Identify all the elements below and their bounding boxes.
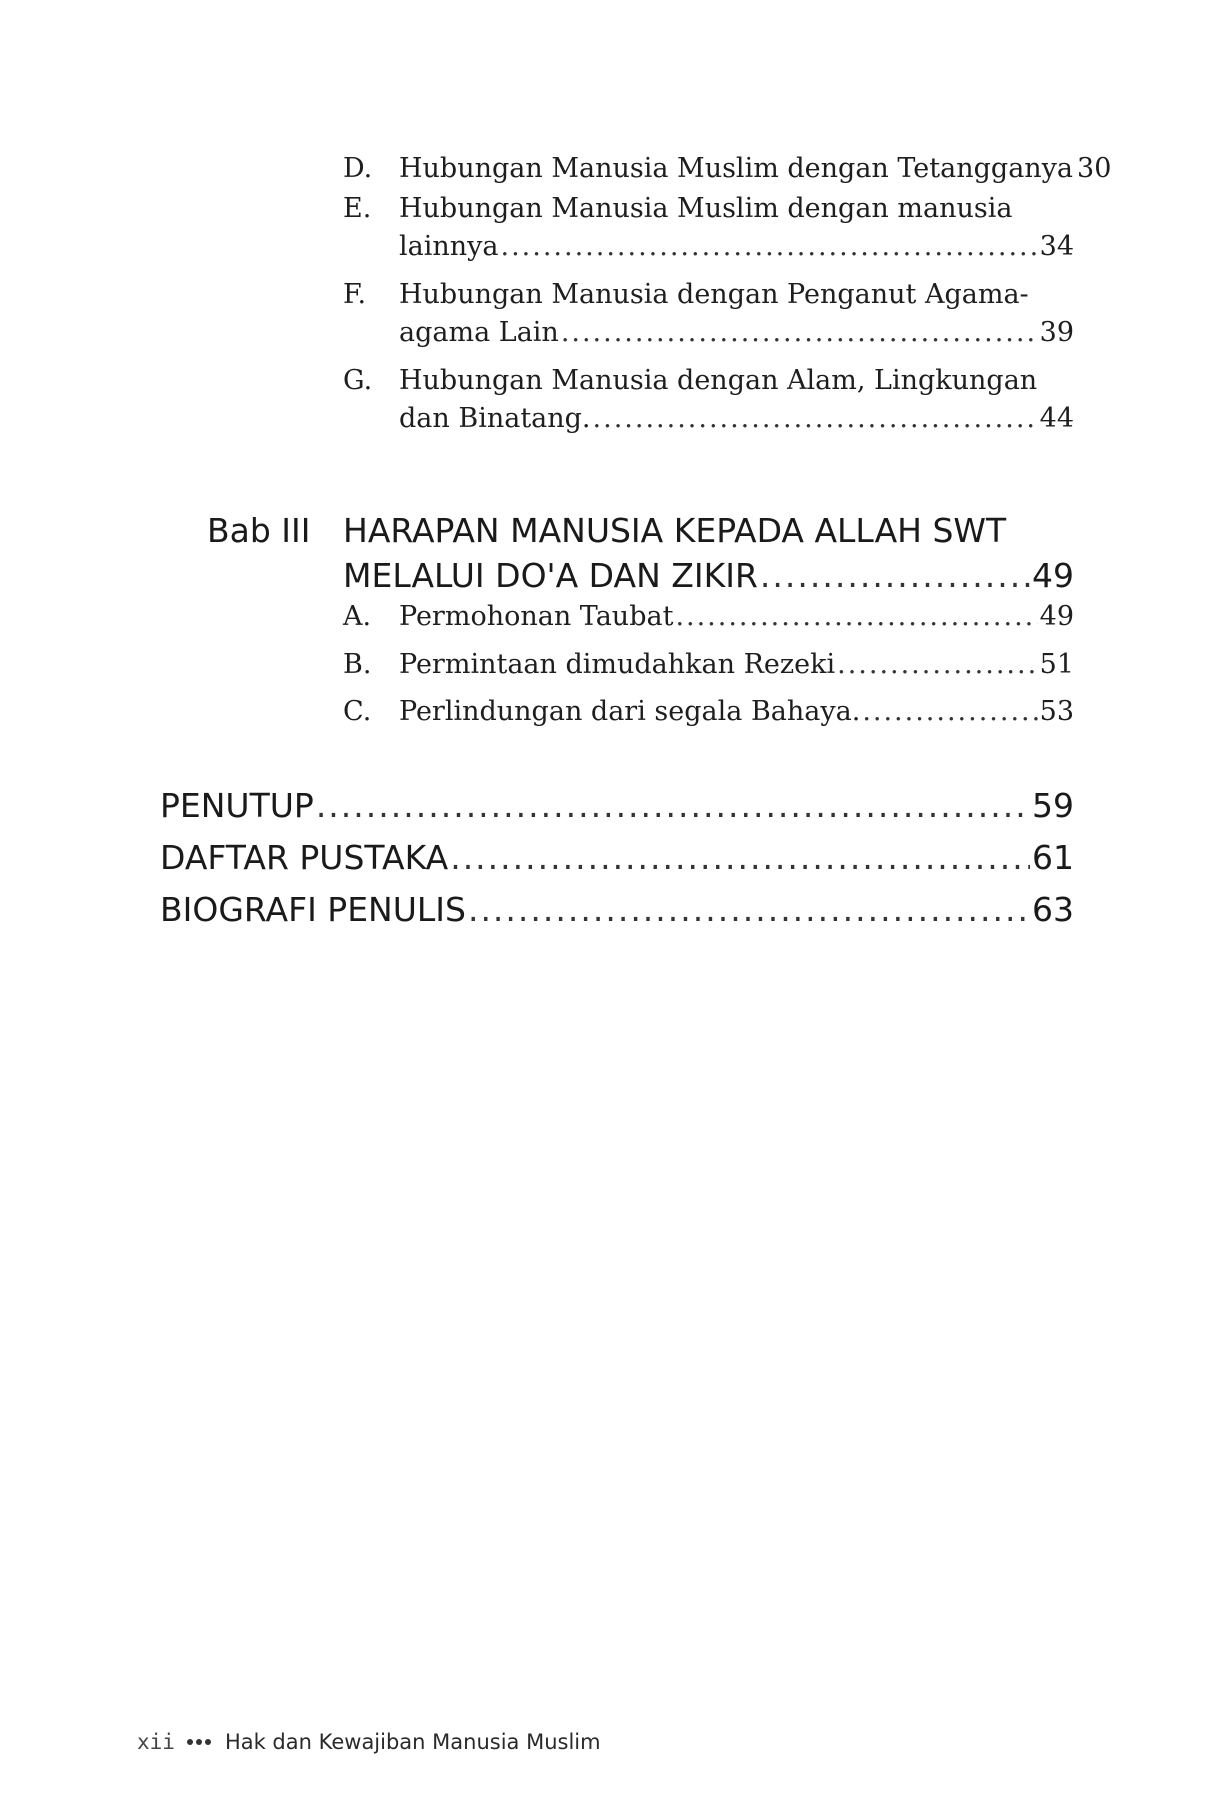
entry-page: 59 <box>1032 786 1074 825</box>
entry-title-cont: lainnya <box>399 231 499 262</box>
toc-entry-penutup[interactable] <box>160 783 1074 828</box>
entry-letter: F. <box>343 279 367 310</box>
entry-line <box>399 314 1074 352</box>
dot-leader <box>862 693 1037 731</box>
dot-leader <box>760 553 1030 598</box>
entry-title: Permintaan dimudahkan Rezeki <box>399 649 836 680</box>
entry-letter: C. <box>343 696 372 727</box>
toc-entry-biografi[interactable] <box>160 887 1074 932</box>
entry-title: Permohonan Taubat <box>399 601 674 632</box>
toc-entry-daftar-pustaka[interactable] <box>160 835 1074 880</box>
dot-leader <box>561 314 1038 352</box>
entry-line <box>160 783 1074 828</box>
entry-page: 39 <box>1039 317 1074 348</box>
chapter-title-line2-row <box>343 553 1074 598</box>
entry-letter: B. <box>343 649 372 680</box>
entry-title: Hubungan Manusia Muslim dengan Tetangganya <box>399 153 1074 184</box>
entry-title: Hubungan Manusia Muslim dengan manusia <box>399 193 1013 224</box>
entry-page: 34 <box>1039 231 1074 262</box>
toc-entry-b[interactable] <box>343 646 1074 684</box>
entry-title-cont: dan Binatang. <box>399 403 591 434</box>
page-footer <box>137 1730 601 1754</box>
entry-line <box>399 150 1112 188</box>
entry-letter: E. <box>343 193 372 224</box>
dot-leader <box>450 835 1030 880</box>
entry-page: 53 <box>1039 696 1074 727</box>
toc-entry-f[interactable] <box>343 276 1074 352</box>
entry-letter: G. <box>343 365 373 396</box>
chapter-page: 49 <box>1032 556 1074 595</box>
toc-entry-e[interactable] <box>343 190 1074 266</box>
entry-title: Hubungan Manusia dengan Penganut Agama- <box>399 279 1029 310</box>
entry-title: BIOGRAFI PENULIS <box>160 890 466 929</box>
entry-title: Perlindungan dari segala Bahaya. <box>399 696 861 727</box>
entry-line <box>399 693 1074 731</box>
toc-entry-d[interactable] <box>343 150 1112 188</box>
dot-leader <box>675 598 1037 636</box>
entry-line <box>399 598 1074 636</box>
entry-line <box>160 887 1074 932</box>
entry-line <box>399 646 1074 684</box>
entry-page: 49 <box>1039 601 1074 632</box>
entry-page: 61 <box>1032 838 1074 877</box>
chapter-label: Bab III <box>207 511 311 550</box>
dot-leader <box>593 400 1038 438</box>
entry-title: DAFTAR PUSTAKA <box>160 838 449 877</box>
entry-page: 44 <box>1039 403 1074 434</box>
entry-letter: D. <box>343 153 373 184</box>
entry-line <box>160 835 1074 880</box>
entry-title: Hubungan Manusia dengan Alam, Lingkungan <box>399 365 1038 396</box>
chapter-3-heading[interactable] <box>343 508 1074 598</box>
dots-icon <box>187 1739 211 1745</box>
entry-line <box>399 228 1074 266</box>
entry-title: PENUTUP <box>160 786 314 825</box>
chapter-title-line1: HARAPAN MANUSIA KEPADA ALLAH SWT <box>343 511 1007 550</box>
dot-leader <box>501 228 1038 266</box>
entry-page: 30 <box>1077 153 1112 184</box>
toc-entry-c[interactable] <box>343 693 1074 731</box>
entry-page: 63 <box>1032 890 1074 929</box>
dot-leader <box>837 646 1038 684</box>
toc-entry-a[interactable] <box>343 598 1074 636</box>
entry-page: 51 <box>1039 649 1074 680</box>
entry-line <box>399 400 1074 438</box>
toc-entry-g[interactable] <box>343 362 1074 438</box>
entry-letter: A. <box>343 601 372 632</box>
dot-leader <box>316 783 1030 828</box>
dot-leader <box>468 887 1030 932</box>
running-title: Hak dan Kewajiban Manusia Muslim <box>224 1730 601 1754</box>
chapter-title-line2: MELALUI DO'A DAN ZIKIR <box>343 556 758 595</box>
entry-title-cont: agama Lain <box>399 317 559 348</box>
page-number: xii <box>137 1730 175 1754</box>
